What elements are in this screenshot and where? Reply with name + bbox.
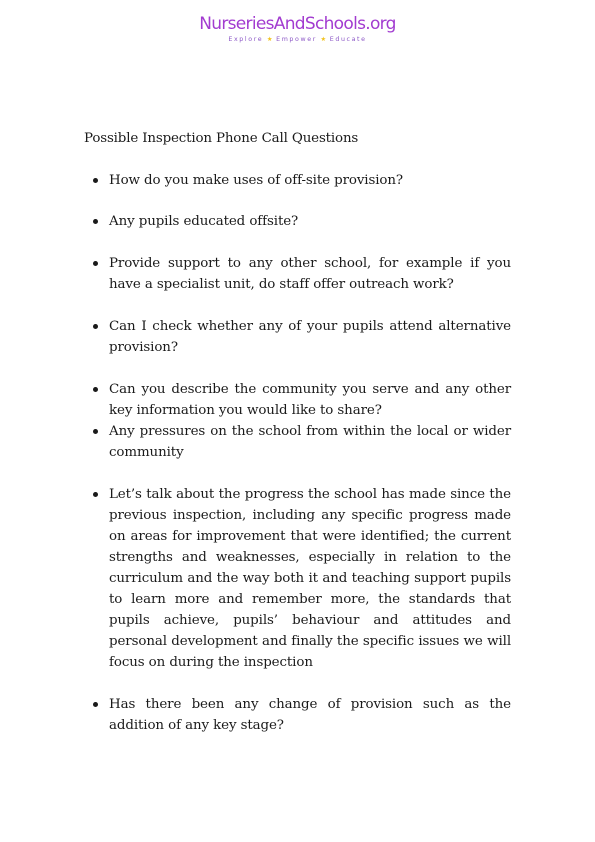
list-item: Can I check whether any of your pupils attend alternative provision? (109, 316, 511, 358)
list-item: Has there been any change of provision such as the addition of any key stage? (109, 694, 511, 736)
tagline-explore: Explore (228, 36, 264, 43)
logo-tagline (0, 36, 595, 44)
list-item: Can you describe the community you serve and any other key information you would like to share? (109, 379, 511, 421)
list-item: Any pupils educated offsite? (109, 211, 511, 232)
star-icon: ★ (266, 36, 273, 43)
list-item: Let’s talk about the progress the school has made since the previous inspection, including any specific progress made on areas for improvement that were identified; the current strengths and weaknesses, especially in relation to the curriculum and the way both it and teaching support pupils to learn more and remember more, the standards that pupils achieve, pupils’ behaviour and attitudes and personal development and finally the specific issues we will focus on during the inspection (109, 484, 511, 673)
document-title: Possible Inspection Phone Call Questions (84, 131, 359, 146)
site-logo (0, 14, 595, 44)
tagline-educate: Educate (329, 36, 367, 43)
tagline-empower: Empower (276, 36, 317, 43)
star-icon: ★ (320, 36, 327, 43)
logo-wordmark: NurseriesAndSchools.org (199, 14, 396, 34)
list-item: Any pressures on the school from within the local or wider community (109, 421, 511, 463)
list-item: How do you make uses of off-site provision? (109, 170, 511, 191)
list-item: Provide support to any other school, for example if you have a specialist unit, do staff offer outreach work? (109, 253, 511, 295)
